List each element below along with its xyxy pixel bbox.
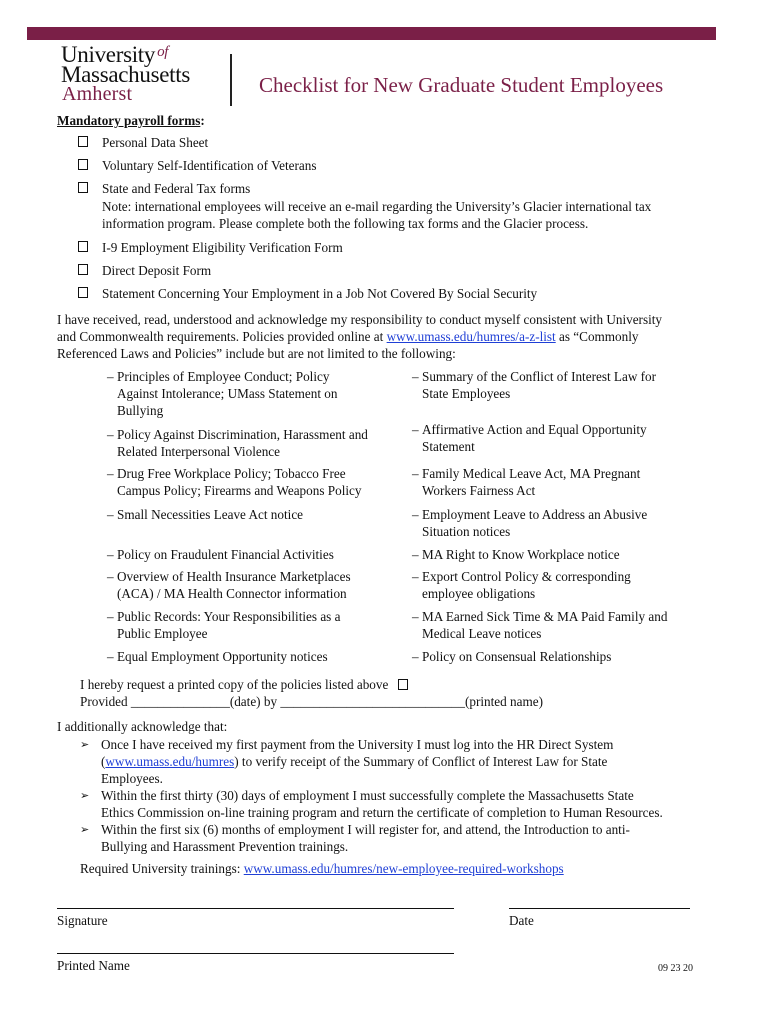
printed-copy-request: I hereby request a printed copy of the policies listed above	[80, 676, 408, 693]
printed-copy-provided: Provided _______________(date) by ____________________________(printed name)	[80, 694, 543, 709]
printed-copy-checkbox[interactable]	[398, 679, 408, 690]
hr-direct-link[interactable]: www.umass.edu/humres	[105, 754, 235, 769]
tax-note-line: information program. Please complete both the following tax forms and the Glacier process.	[102, 216, 589, 231]
signature-label: Signature	[57, 913, 108, 928]
checklist-item-label: Statement Concerning Your Employment in a Job Not Covered By Social Security	[102, 286, 538, 301]
trainings-link[interactable]: www.umass.edu/humres/new-employee-required-workshops	[243, 861, 564, 876]
university-logo	[61, 44, 221, 104]
logo-divider	[230, 54, 232, 106]
checklist-item-label: Personal Data Sheet	[102, 135, 209, 150]
required-trainings: Required University trainings: www.umass.edu/humres/new-employee-required-workshops	[80, 861, 564, 876]
logo-line-amherst: Amherst	[62, 83, 133, 105]
logo-of: of	[157, 44, 169, 60]
policies-link[interactable]: www.umass.edu/humres/a-z-list	[386, 329, 556, 344]
printed-name-label: Printed Name	[57, 958, 130, 973]
checkbox[interactable]	[78, 287, 88, 298]
checklist-item-label: Direct Deposit Form	[102, 263, 212, 278]
checkbox[interactable]	[78, 241, 88, 252]
arrow-bullet-icon: ➢	[80, 823, 90, 836]
additional-intro: I additionally acknowledge that:	[57, 719, 228, 734]
checklist-item-label: I-9 Employment Eligibility Verification Form	[102, 240, 343, 255]
logo-line-university: University	[61, 42, 156, 67]
printed-name-line	[57, 953, 454, 954]
arrow-bullet-icon: ➢	[80, 738, 90, 751]
page-title: Checklist for New Graduate Student Employees	[259, 73, 664, 97]
checkbox[interactable]	[78, 264, 88, 275]
checklist-item-label: State and Federal Tax forms	[102, 181, 251, 196]
checkbox[interactable]	[78, 182, 88, 193]
arrow-bullet-icon: ➢	[80, 789, 90, 802]
checkbox[interactable]	[78, 136, 88, 147]
date-label: Date	[509, 913, 534, 928]
acknowledge-line: and Commonwealth requirements. Policies provided online at www.umass.edu/humres/a-z-list as “Commonly	[57, 329, 639, 344]
mandatory-forms-heading: Mandatory payroll forms:	[57, 113, 205, 128]
date-line	[509, 908, 690, 909]
acknowledge-line: I have received, read, understood and acknowledge my responsibility to conduct myself consistent with University	[57, 312, 663, 327]
header-accent-bar	[27, 27, 716, 40]
signature-line	[57, 908, 454, 909]
logo-line-massachusetts: Massachusetts	[61, 62, 190, 87]
checklist-item-label: Voluntary Self-Identification of Veterans	[102, 158, 317, 173]
acknowledge-line: Referenced Laws and Policies” include but are not limited to the following:	[57, 346, 456, 361]
form-code: 09 23 20	[658, 963, 693, 974]
tax-note-line: Note: international employees will receive an e-mail regarding the University’s Glacier international tax	[102, 199, 652, 214]
checkbox[interactable]	[78, 159, 88, 170]
